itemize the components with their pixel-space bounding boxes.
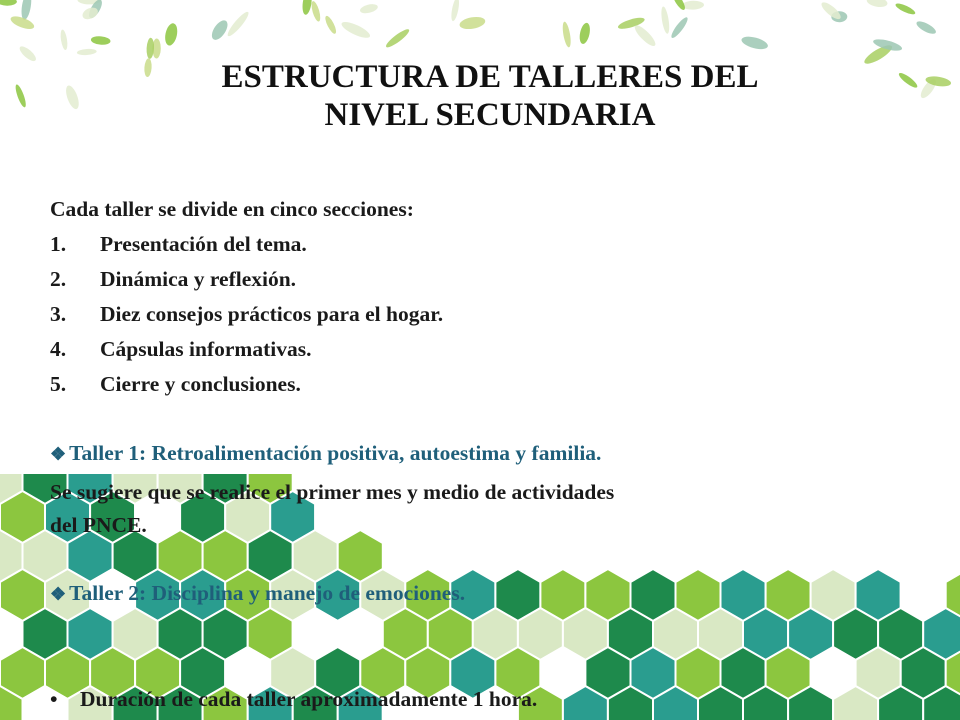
section-item-4: [50, 332, 930, 367]
slide-body: [50, 192, 930, 402]
section-text: Diez consejos prácticos para el hogar.: [100, 302, 444, 326]
slide-title: [180, 58, 800, 134]
slide-title-line-1: ESTRUCTURA DE TALLERES DEL: [221, 59, 759, 95]
section-number: 1.: [50, 232, 67, 256]
taller-2-heading: [50, 576, 465, 611]
intro-text: Cada taller se divide en cinco secciones:: [50, 197, 414, 221]
section-item-2: [50, 262, 930, 297]
section-item-3: [50, 297, 930, 332]
section-text: Dinámica y reflexión.: [100, 267, 297, 291]
duration-note: [50, 683, 930, 716]
taller-1-note-line-1: Se sugiere que se realice el primer mes y medio de actividades: [50, 480, 615, 504]
taller-2-text: Taller 2: Disciplina y manejo de emociones.: [69, 581, 466, 605]
taller-1-heading: [50, 436, 601, 471]
section-text: Presentación del tema.: [100, 232, 307, 256]
duration-text: Duración de cada taller aproximadamente 1 hora.: [80, 687, 538, 711]
section-item-1: [50, 227, 930, 262]
section-text: Cápsulas informativas.: [100, 337, 312, 361]
section-number: 3.: [50, 302, 67, 326]
taller-1-note: [50, 476, 930, 542]
section-number: 4.: [50, 337, 67, 361]
diamond-bullet-icon: ❖: [50, 584, 67, 604]
bullet-icon: •: [50, 687, 58, 711]
taller-1-note-line-2: del PNCE.: [50, 513, 147, 537]
diamond-bullet-icon: ❖: [50, 444, 67, 464]
slide-title-line-2: NIVEL SECUNDARIA: [324, 97, 656, 133]
section-text: Cierre y conclusiones.: [100, 372, 301, 396]
taller-1-text: Taller 1: Retroalimentación positiva, autoestima y familia.: [69, 441, 602, 465]
section-number: 5.: [50, 372, 67, 396]
section-number: 2.: [50, 267, 67, 291]
section-item-5: [50, 367, 930, 402]
